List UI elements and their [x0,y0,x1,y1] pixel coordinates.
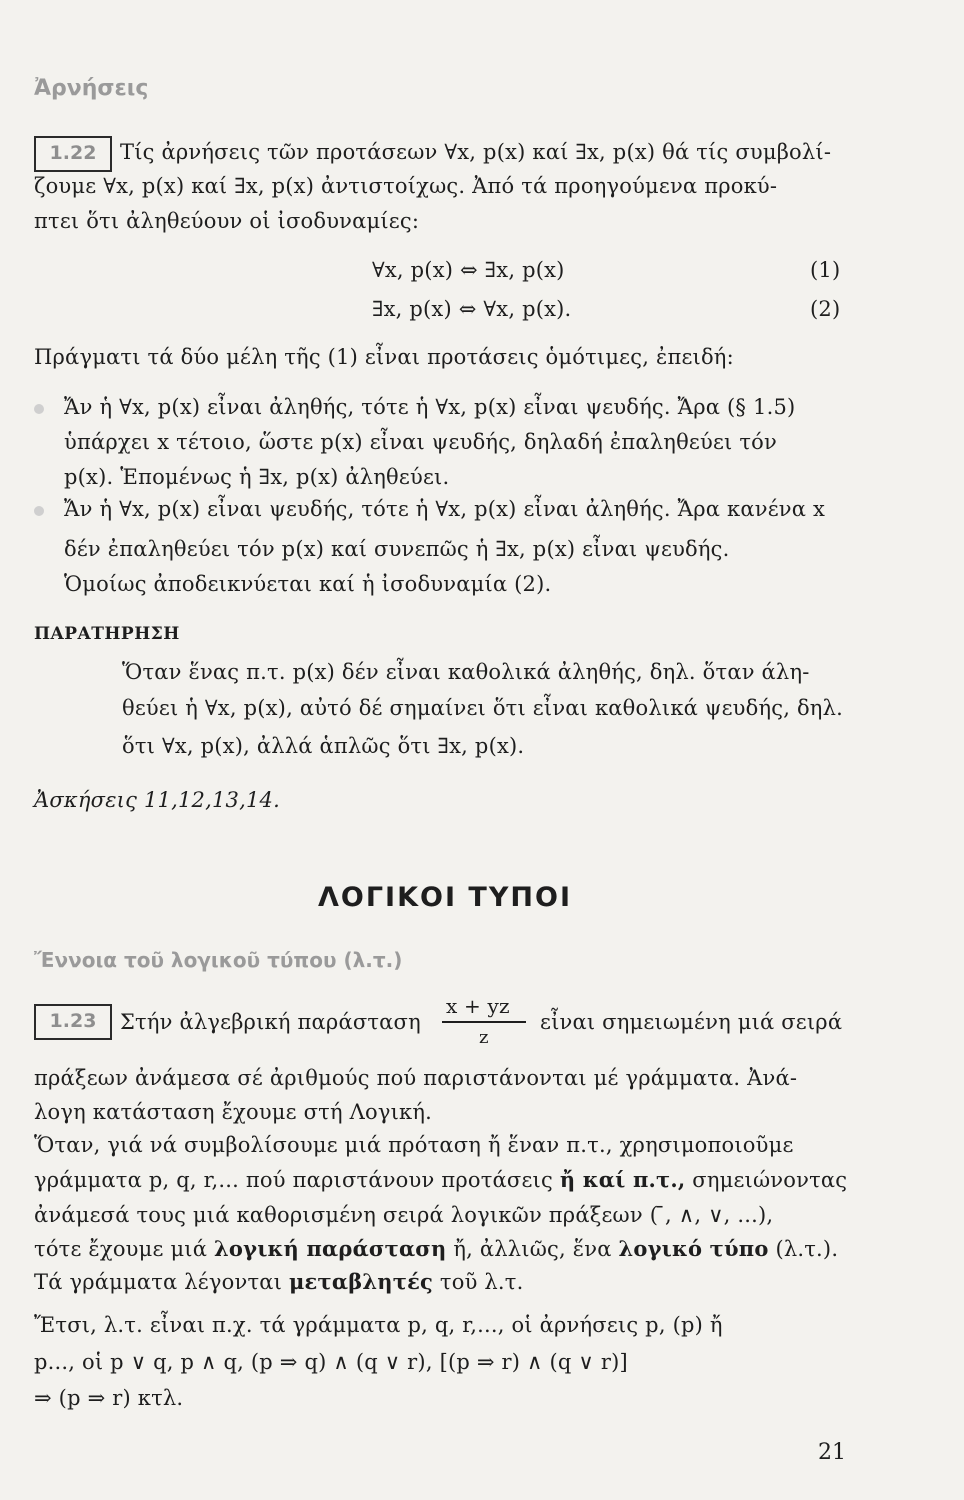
exercises-line [34,788,280,812]
text-line [34,1269,524,1294]
text-line: Ὅταν ἕνας π.τ. p(x) δέν εἶναι καθολικά ἀληθής, δηλ. ὅταν άλη- [122,660,810,684]
text-line: ὑπάρχει x τέτοιο, ὥστε p(x) εἶναι ψευδής, δηλαδή ἐπαληθεύει τόν [64,430,777,454]
equivalence-1-number: (1) [810,258,841,282]
text-line: θεύει ἡ ∀x, p(x), αὐτό δέ σημαίνει ὅτι εἶναι καθολικά ψευδής, δηλ. [122,696,843,720]
chapter-title: ΛΟΓΙΚΟΙ ΤΥΠΟΙ [318,882,572,913]
text-line: Ὅταν, γιά νά συμβολίσουμε μιά πρόταση ἤ ἕναν π.τ., χρησιμοποιοῦμε [34,1133,794,1157]
bold-term: λογική παράσταση [214,1236,447,1261]
equivalence-2-number: (2) [810,297,841,321]
text-line [34,1236,838,1261]
text-line: Ἄν ἡ ∀x, p(x) εἶναι ψευδής, τότε ἡ ∀x, p(x) εἶναι ἀληθής. Ἄρα κανένα x [64,497,826,521]
text-line [34,1167,847,1192]
equivalence-2: ∃x, p(x) ⇔ ∀x, p(x). [372,297,572,321]
text-line: Πράγματι τά δύο μέλη τῆς (1) εἶναι προτάσεις ὁμότιμες, ἐπειδή: [34,345,734,369]
bullet-icon [34,506,44,516]
section-title-negations: Ἀρνήσεις [34,76,149,101]
text-line: Ὁμοίως ἀποδεικνύεται καί ἡ ἰσοδυναμία (2). [64,572,552,596]
exercises-numbers: 11,12,13,14. [143,788,280,812]
section-title-notion: Ἔννοια τοῦ λογικοῦ τύπου (λ.τ.) [34,948,403,972]
bold-term: μεταβλητές [288,1269,434,1294]
fraction-denominator: z [479,1027,489,1048]
text-span: (λ.τ.). [775,1237,839,1261]
item-label-1-23: 1.23 [34,1004,112,1040]
text-span: γράμματα p, q, r,... πού παριστάνουν προτάσεις [34,1168,553,1192]
remark-title: ΠΑΡΑΤΗΡΗΣΗ [34,624,180,644]
text-line: πτει ὅτι ἀληθεύουν οἱ ἰσοδυναμίες: [34,209,420,233]
text-line: p(x). Ἑπομένως ἡ ∃x, p(x) ἀληθεύει. [64,465,450,489]
text-line: Τίς ἀρνήσεις τῶν προτάσεων ∀x, p(x) καί ∃x, p(x) θά τίς συμβολί- [120,140,832,164]
exercises-label: Ἀσκήσεις [34,788,138,812]
page-number: 21 [818,1440,846,1465]
equivalence-1: ∀x, p(x) ⇔ ∃x, p(x) [372,258,565,282]
item-label-1-22: 1.22 [34,136,112,172]
text-span: Τά γράμματα λέγονται [34,1270,283,1294]
text-line: ὅτι ∀x, p(x), ἀλλά ἁπλῶς ὅτι ∃x, p(x). [122,734,525,758]
fraction-bar [442,1021,526,1023]
text-span: ἤ, ἀλλιῶς, ἕνα [453,1237,612,1261]
bullet-icon [34,404,44,414]
text-line: Ἄν ἡ ∀x, p(x) εἶναι ἀληθής, τότε ἡ ∀x, p(x) εἶναι ψευδής. Ἄρα (§ 1.5) [64,395,796,419]
text-span: τότε ἔχουμε μιά [34,1237,208,1261]
text-line: ζουμε ∀x, p(x) καί ∃x, p(x) ἀντιστοίχως. Ἀπό τά προηγούμενα προκύ- [34,174,778,198]
text-line: εἶναι σημειωμένη μιά σειρά [540,1010,843,1034]
bold-term: ἤ καί π.τ., [559,1167,686,1192]
text-line: πράξεων ἀνάμεσα σέ ἀριθμούς πού παριστάνονται μέ γράμματα. Ἀνά- [34,1066,798,1090]
text-line: p..., οἱ p ∨ q, p ∧ q, (p ⇒ q) ∧ (q ∨ r), [(p ⇒ r) ∧ (q ∨ r)] [34,1350,628,1374]
text-line: Στήν ἀλγεβρική παράσταση [120,1010,421,1034]
text-line: ἀνάμεσά τους μιά καθορισμένη σειρά λογικῶν πράξεων ( ̄, ∧, ∨, ...), [34,1203,774,1227]
text-span: σημειώνοντας [692,1168,848,1192]
text-line: λογη κατάσταση ἔχουμε στή Λογική. [34,1100,432,1124]
text-span: τοῦ λ.τ. [439,1270,524,1294]
text-line: Ἔτσι, λ.τ. εἶναι π.χ. τά γράμματα p, q, r,..., οἱ ἀρνήσεις p, (p) ἤ [34,1313,723,1337]
bold-term: λογικό τύπο [618,1236,769,1261]
text-line: δέν ἐπαληθεύει τόν p(x) καί συνεπῶς ἡ ∃x, p(x) εἶναι ψευδής. [64,537,730,561]
text-line: ⇒ (p ⇒ r) κτλ. [34,1386,184,1410]
fraction-numerator: x + yz [446,994,510,1018]
